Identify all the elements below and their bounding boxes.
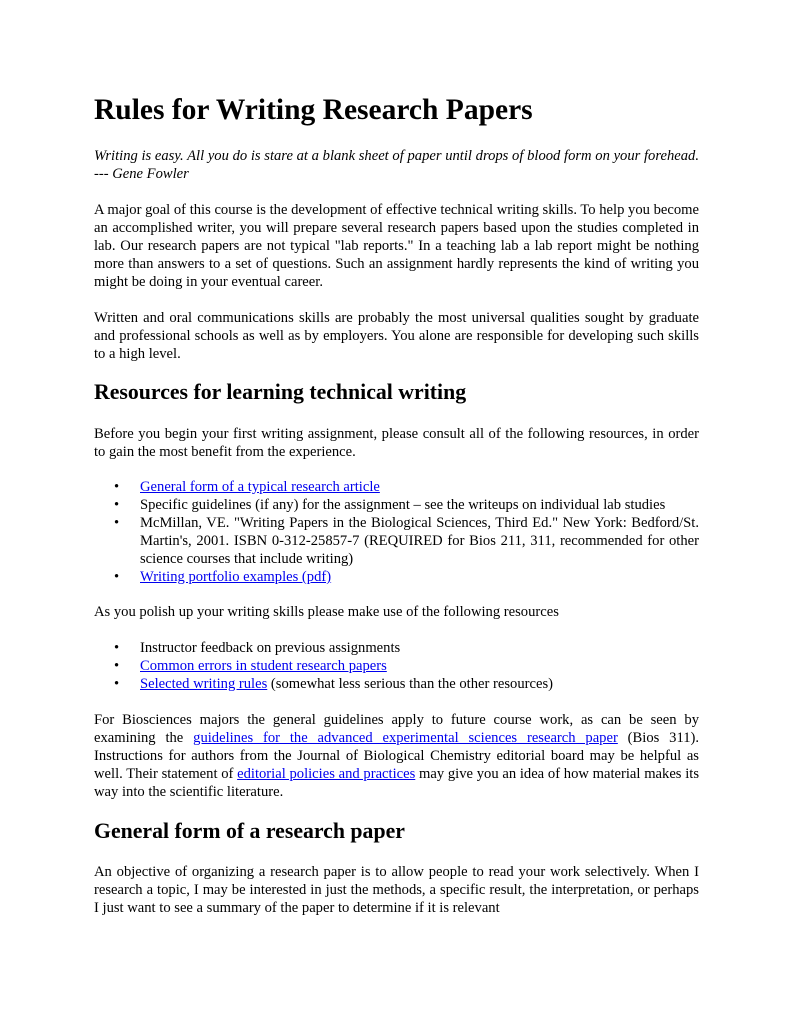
list-item [94, 478, 699, 496]
advanced-guidelines-link[interactable]: guidelines for the advanced experimental sciences research paper [193, 730, 618, 746]
list-item [94, 657, 699, 675]
page-title: Rules for Writing Research Papers [94, 94, 533, 126]
list-item: • McMillan, VE. "Writing Papers in the Biological Sciences, Third Ed." New York: Bedford/St. Martin's, 2001. ISBN 0-312-25857-7 (REQUIRED for Bios 211, 311, recommended for other science courses that include writing) [94, 514, 699, 568]
common-errors-link[interactable]: Common errors in student research papers [140, 658, 387, 674]
list-item [94, 675, 699, 693]
general-form-heading: General form of a research paper [94, 819, 405, 843]
paragraph-text: may give you an idea of how material makes its way into the scientific literature. [94, 766, 699, 800]
biosciences-paragraph [94, 711, 699, 801]
intro-paragraph-1: A major goal of this course is the development of effective technical writing skills. To help you become an accomplished writer, you will prepare several research papers based upon the studies completed in lab. Our research papers are not typical "lab reports." In a teaching lab a lab report might be nothing more than answers to a set of questions. Such an assignment hardly represents the kind of writing you might be doing in your eventual career. [94, 202, 699, 290]
list-item [94, 568, 699, 586]
paragraph-text: (Bios 311). Instructions for authors from the Journal of Biological Chemistry editorial board may be helpful as well. Their statement of [94, 730, 700, 782]
polish-lead: As you polish up your writing skills please make use of the following resources [94, 604, 559, 620]
list-item: • Instructor feedback on previous assignments [94, 639, 699, 657]
paragraph-text: For Biosciences majors the general guidelines apply to future course work, as can be seen by examining the [94, 712, 699, 746]
epigraph-quote: Writing is easy. All you do is stare at a blank sheet of paper until drops of blood form on your forehead. --- Gene Fowler [94, 148, 699, 182]
resources-list [94, 478, 699, 586]
selected-writing-rules-link[interactable]: Selected writing rules [140, 676, 268, 692]
general-form-link[interactable]: General form of a typical research article [140, 479, 380, 495]
editorial-policies-link[interactable]: editorial policies and practices [237, 766, 416, 782]
list-item: • Specific guidelines (if any) for the assignment – see the writeups on individual lab studies [94, 496, 699, 514]
intro-paragraph-2: Written and oral communications skills are probably the most universal qualities sought by graduate and professional schools as well as by employers. You alone are responsible for developing such skills to a high level. [94, 310, 699, 362]
polish-list [94, 639, 699, 693]
list-item-text: (somewhat less serious than the other resources) [267, 676, 553, 692]
resources-heading: Resources for learning technical writing [94, 380, 467, 404]
general-form-paragraph: An objective of organizing a research paper is to allow people to read your work selectively. When I research a topic, I may be interested in just the methods, a specific result, the interpretation, or perhaps I just want to see a summary of the paper to determine if it is relevant [94, 864, 699, 916]
resources-lead: Before you begin your first writing assignment, please consult all of the following resources, in order to gain the most benefit from the experience. [94, 426, 699, 460]
writing-portfolio-link[interactable]: Writing portfolio examples (pdf) [140, 569, 332, 585]
